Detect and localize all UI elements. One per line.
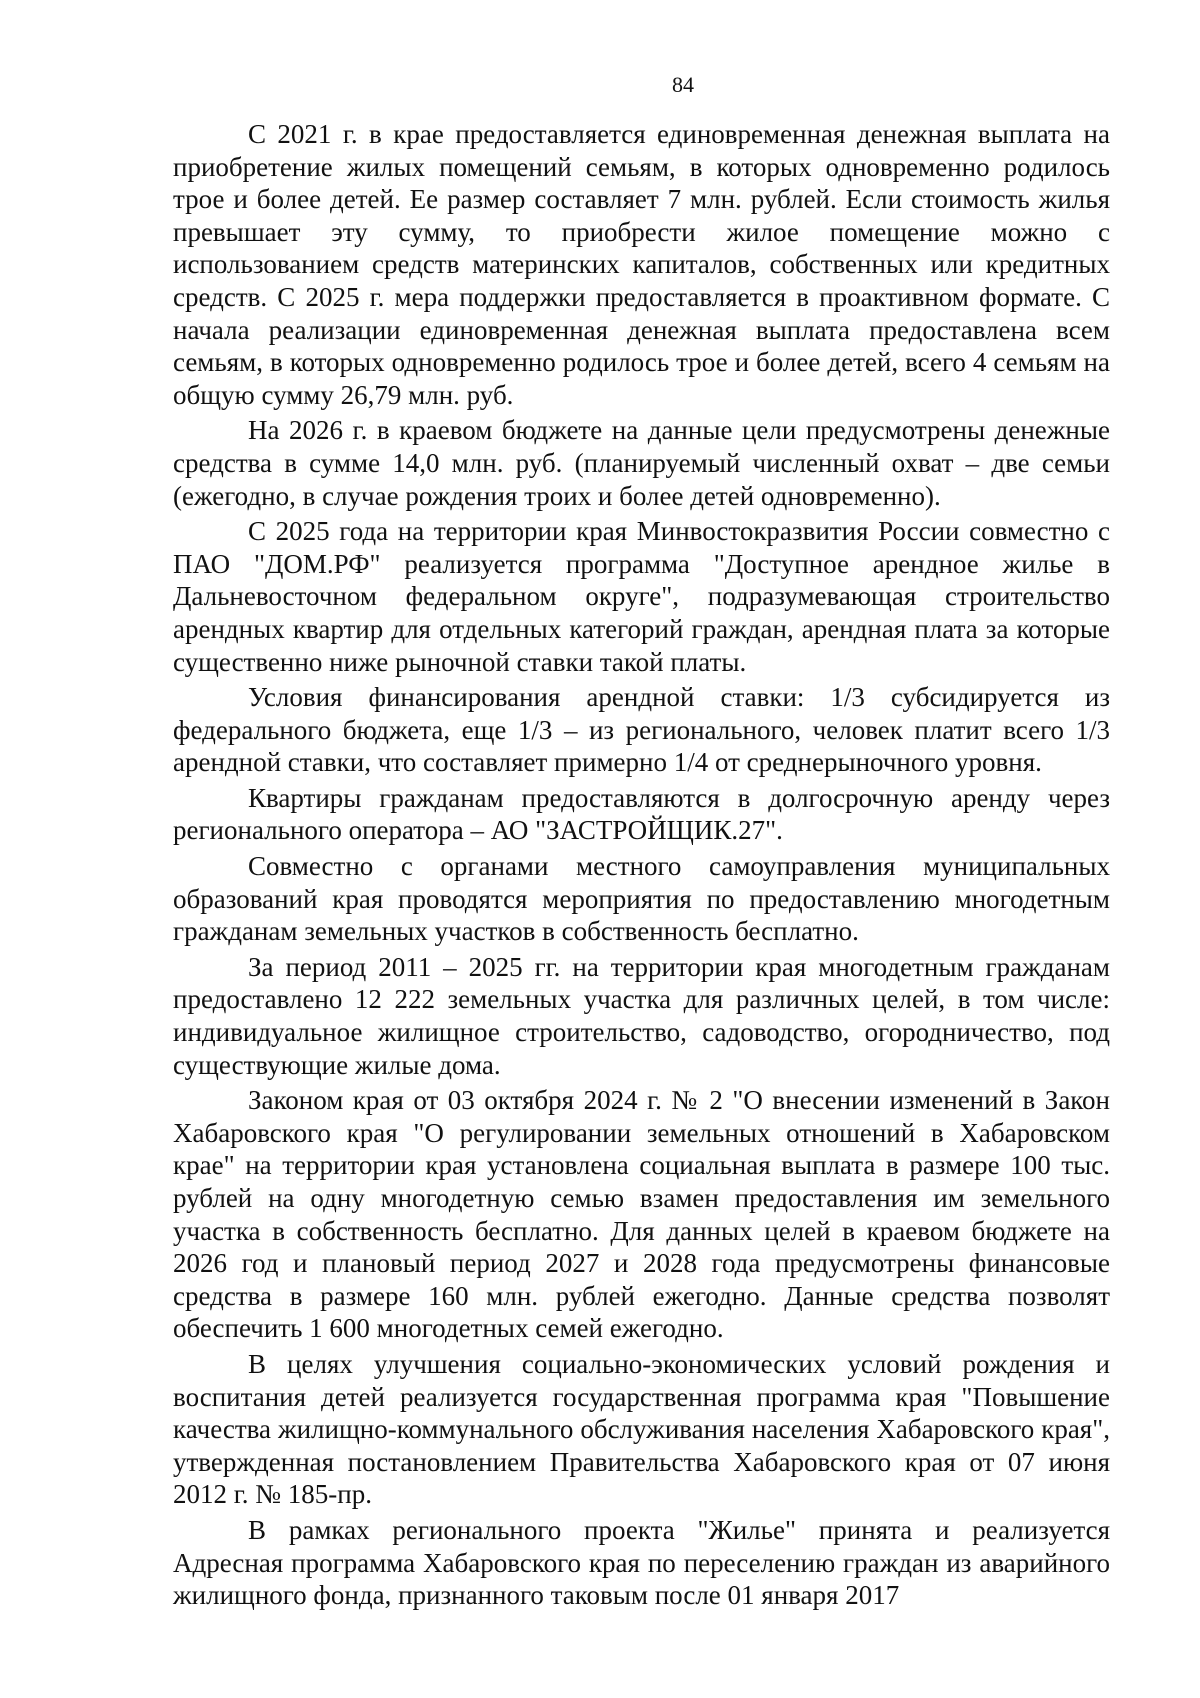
- paragraph-regional-operator: Квартиры гражданам предоставляются в долгосрочную аренду через регионального оператора – АО "ЗАСТРОЙЩИК.27".: [173, 782, 1110, 846]
- paragraph-land-plots-statistics: За период 2011 – 2025 гг. на территории края многодетным гражданам предоставлено 12 222 земельных участка для различных целей, в том числе: индивидуальное жилищное строительство, садоводство, огородничество, под существующие жилые дома.: [173, 951, 1110, 1080]
- paragraph-social-payment-law: Законом края от 03 октября 2024 г. № 2 "О внесении изменений в Закон Хабаровского края "О регулировании земельных отношений в Хабаровском крае" на территории края установлена социальная выплата в размере 100 тыс. рублей на одну многодетную семью взамен предоставления им земельного участка в собственность бесплатно. Для данных целей в краевом бюджете на 2026 год и плановый период 2027 и 2028 года предусмотрены финансовые средства в размере 160 млн. рублей ежегодно. Данные средства позволят обеспечить 1 600 многодетных семей ежегодно.: [173, 1085, 1110, 1344]
- paragraph-rent-financing-terms: Условия финансирования арендной ставки: 1/3 субсидируется из федерального бюджета, еще 1/3 – из регионального, человек платит всего 1/3 арендной ставки, что составляет примерно 1/4 от среднерыночного уровня.: [173, 682, 1110, 778]
- paragraph-resettlement-program: В рамках регионального проекта "Жилье" принята и реализуется Адресная программа Хабаровского края по переселению граждан из аварийного жилищного фонда, признанного таковым после 01 января 2017: [173, 1514, 1110, 1611]
- paragraph-land-plots: Совместно с органами местного самоуправления муниципальных образований края проводятся мероприятия по предоставлению многодетным гражданам земельных участков в собственность бесплатно.: [173, 851, 1110, 947]
- page-number: 84: [672, 72, 694, 97]
- paragraph-budget-2026: На 2026 г. в краевом бюджете на данные цели предусмотрены денежные средства в сумме 14,0 млн. руб. (планируемый численный охват – две семьи (ежегодно, в случае рождения троих и более детей одновременно).: [173, 415, 1110, 511]
- paragraph-one-time-payment: С 2021 г. в крае предоставляется единовременная денежная выплата на приобретение жилых помещений семьям, в которых одновременно родилось трое и более детей. Ее размер составляет 7 млн. рублей. Если стоимость жилья превышает эту сумму, то приобрести жилое помещение можно с использованием средств материнских капиталов, собственных или кредитных средств. С 2025 г. мера поддержки предоставляется в проактивном формате. С начала реализации единовременная денежная выплата предоставлена всем семьям, в которых одновременно родилось трое и более детей, всего 4 семьям на общую сумму 26,79 млн. руб.: [173, 119, 1110, 410]
- paragraph-rental-housing-program: С 2025 года на территории края Минвостокразвития России совместно с ПАО "ДОМ.РФ" реализуется программа "Доступное арендное жилье в Дальневосточном федеральном округе", подразумевающая строительство арендных квартир для отдельных категорий граждан, арендная плата за которые существенно ниже рыночной ставки такой платы.: [173, 516, 1110, 677]
- document-body: [173, 118, 1110, 1615]
- paragraph-state-program: В целях улучшения социально-экономических условий рождения и воспитания детей реализуется государственная программа края "Повышение качества жилищно-коммунального обслуживания населения Хабаровского края", утвержденная постановлением Правительства Хабаровского края от 07 июня 2012 г. № 185-пр.: [173, 1348, 1110, 1510]
